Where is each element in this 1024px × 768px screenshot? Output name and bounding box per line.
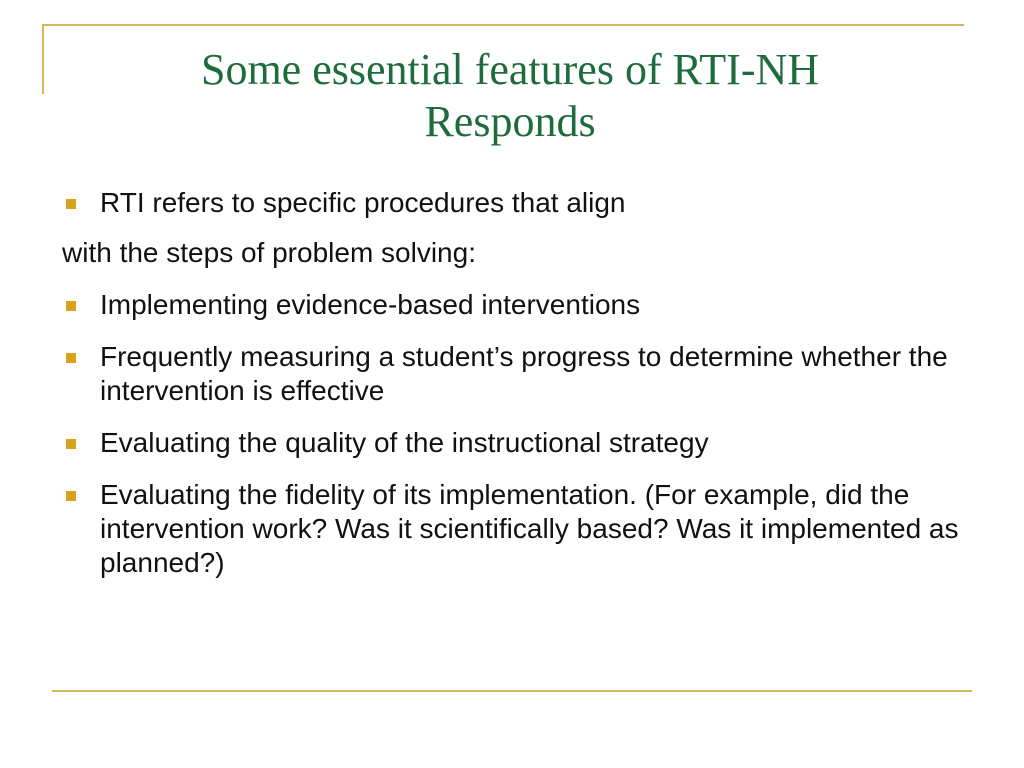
bullet-item — [62, 426, 962, 460]
bullet-text: Implementing evidence-based interventions — [100, 289, 641, 320]
square-bullet-icon — [66, 199, 76, 209]
continuation-text: with the steps of problem solving: — [62, 237, 476, 268]
continuation-line — [62, 236, 962, 270]
square-bullet-icon — [66, 353, 76, 363]
bullet-text: Frequently measuring a student’s progress to determine whether the intervention is effective — [100, 341, 948, 406]
bullet-item — [62, 478, 962, 580]
bullet-item — [62, 340, 962, 408]
slide-title — [60, 44, 960, 148]
frame-left-line — [42, 24, 44, 94]
frame-bottom-line — [52, 690, 972, 692]
bullet-item — [62, 288, 962, 322]
square-bullet-icon — [66, 439, 76, 449]
frame-top-line — [42, 24, 964, 26]
bullet-text: Evaluating the quality of the instructional strategy — [100, 427, 709, 458]
bullet-text: RTI refers to specific procedures that align — [100, 187, 626, 218]
title-line-1: Some essential features of RTI-NH — [200, 45, 820, 94]
bullet-text: Evaluating the fidelity of its implementation. (For example, did the intervention work? Was it scientifically based? Was it implemented as planned?) — [100, 479, 959, 578]
slide-body — [62, 186, 962, 598]
square-bullet-icon — [66, 491, 76, 501]
title-line-2: Responds — [424, 97, 596, 146]
square-bullet-icon — [66, 301, 76, 311]
bullet-item — [62, 186, 962, 220]
